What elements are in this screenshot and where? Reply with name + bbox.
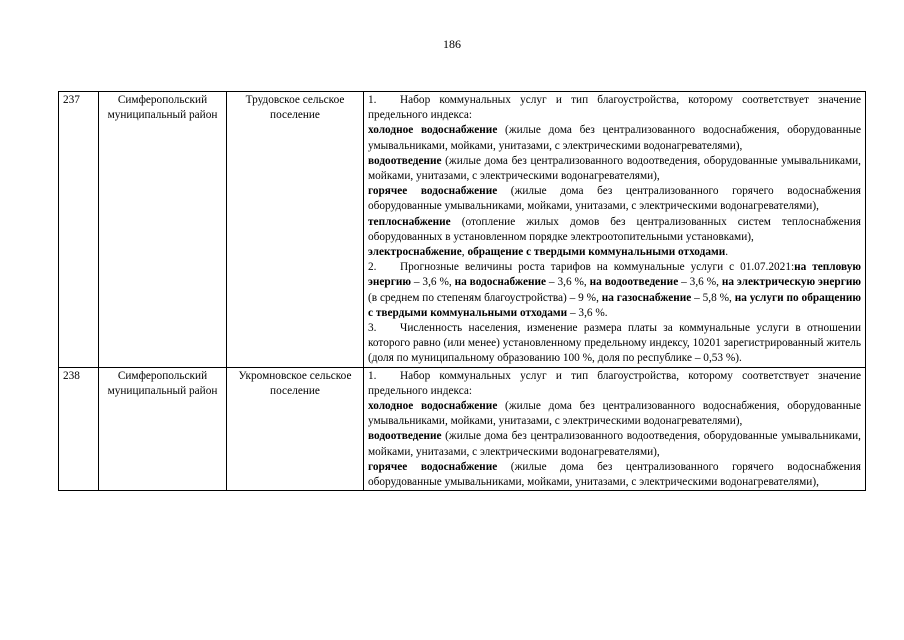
table-row <box>59 92 866 368</box>
district-cell: Симферопольский муниципальный район <box>99 92 227 368</box>
settlement-cell: Трудовское сельское поселение <box>227 92 364 368</box>
electricity-label: электроснабжение <box>368 246 462 259</box>
electricity-separator: , <box>461 246 468 259</box>
item-1-text: Набор коммунальных услуг и тип благоустройства, которому соответствует значение предельного индекса: <box>368 94 861 122</box>
tariff-heat-label: на тепловую энергию <box>368 261 861 289</box>
drainage-paragraph <box>368 154 861 184</box>
item-1-paragraph <box>368 369 861 399</box>
drainage-text: (жилые дома без централизованного водоотведения, оборудованные умывальниками, мойками, унитазами, с электрическими водонагревателями), <box>368 154 861 183</box>
tariff-waste-value: – 3,6 %. <box>567 306 608 319</box>
cold-water-paragraph <box>368 123 861 153</box>
drainage-paragraph <box>368 429 861 459</box>
tariff-water-value: – 3,6 %, <box>546 276 590 289</box>
waste-label: обращение с твердыми коммунальными отходами <box>467 246 726 259</box>
item-1-text: Набор коммунальных услуг и тип благоустройства, которому соответствует значение предельного индекса: <box>368 369 861 397</box>
heating-text: (отопление жилых домов без централизованных систем теплоснабжения оборудованных в установленном порядке электроотопительными установками), <box>368 215 861 243</box>
item-2-text: Прогнозные величины роста тарифов на коммунальные услуги с 01.07.2021: <box>400 261 795 274</box>
tariff-gas-value: – 5,8 %, <box>691 291 735 304</box>
settlement-cell: Укромновское сельское поселение <box>227 367 364 491</box>
hot-water-text: (жилые дома без централизованного горячего водоснабжения оборудованные умывальниками, мойками, унитазами, с электрическими водонагревателями), <box>368 185 861 213</box>
item-3-text: Численность населения, изменение размера платы за коммунальные услуги в отношении которого равно (или менее) установленному предельному индексу, 10201 зарегистрированный житель (доля по муниципальному образованию 100 %, доля по республике – 0,53 %). <box>368 322 861 365</box>
tariff-gas-label: на газоснабжение <box>601 291 692 304</box>
row-number: 238 <box>59 367 99 491</box>
district-cell: Симферопольский муниципальный район <box>99 367 227 491</box>
item-3-paragraph <box>368 321 861 367</box>
item-2-number: 2. <box>368 261 377 274</box>
item-3-number: 3. <box>368 322 377 335</box>
cold-water-label: холодное водоснабжение <box>368 400 498 413</box>
drainage-label: водоотведение <box>368 154 442 167</box>
hot-water-label: горячее водоснабжение <box>368 460 498 473</box>
item-1-paragraph <box>368 93 861 123</box>
tariff-electricity-label: на электрическую энергию <box>721 276 861 289</box>
cold-water-label: холодное водоснабжение <box>368 124 498 137</box>
tariff-drain-label: на водоотведение <box>589 276 679 289</box>
tariff-electricity-value: (в среднем по степеням благоустройства) – 9 %, <box>368 291 602 304</box>
heating-paragraph <box>368 215 861 245</box>
row-number: 237 <box>59 92 99 368</box>
page-number: 186 <box>443 37 461 51</box>
cold-water-text: (жилые дома без централизованного водоснабжения, оборудованные умывальниками, мойками, унитазами, с электрическими водонагревателями), <box>368 124 861 152</box>
cold-water-paragraph <box>368 399 861 429</box>
tariff-heat-value: – 3,6 %, <box>410 276 455 289</box>
table-row <box>59 367 866 491</box>
description-cell <box>364 92 866 368</box>
item-1-number: 1. <box>368 369 377 382</box>
electricity-end: . <box>725 246 729 259</box>
hot-water-paragraph <box>368 184 861 214</box>
tariff-water-label: на водоснабжение <box>454 276 547 289</box>
tariff-table <box>58 91 866 491</box>
electricity-paragraph <box>368 245 861 260</box>
description-cell <box>364 367 866 491</box>
tariff-waste-label: на услуги по обращению с твердыми коммунальными отходами <box>368 291 861 319</box>
item-2-paragraph <box>368 260 861 321</box>
item-1-number: 1. <box>368 94 377 106</box>
tariff-drain-value: – 3,6 %, <box>678 276 722 289</box>
hot-water-paragraph <box>368 460 861 490</box>
heating-label: теплоснабжение <box>368 215 451 228</box>
hot-water-text: (жилые дома без централизованного горячего водоснабжения оборудованные умывальниками, мойками, унитазами, с электрическими водонагревателями), <box>368 460 861 489</box>
hot-water-label: горячее водоснабжение <box>368 185 498 198</box>
drainage-label: водоотведение <box>368 430 442 443</box>
cold-water-text: (жилые дома без централизованного водоснабжения, оборудованные умывальниками, мойками, унитазами, с электрическими водонагревателями), <box>368 400 861 428</box>
drainage-text: (жилые дома без централизованного водоотведения, оборудованные умывальниками, мойками, унитазами, с электрическими водонагревателями), <box>368 430 861 458</box>
